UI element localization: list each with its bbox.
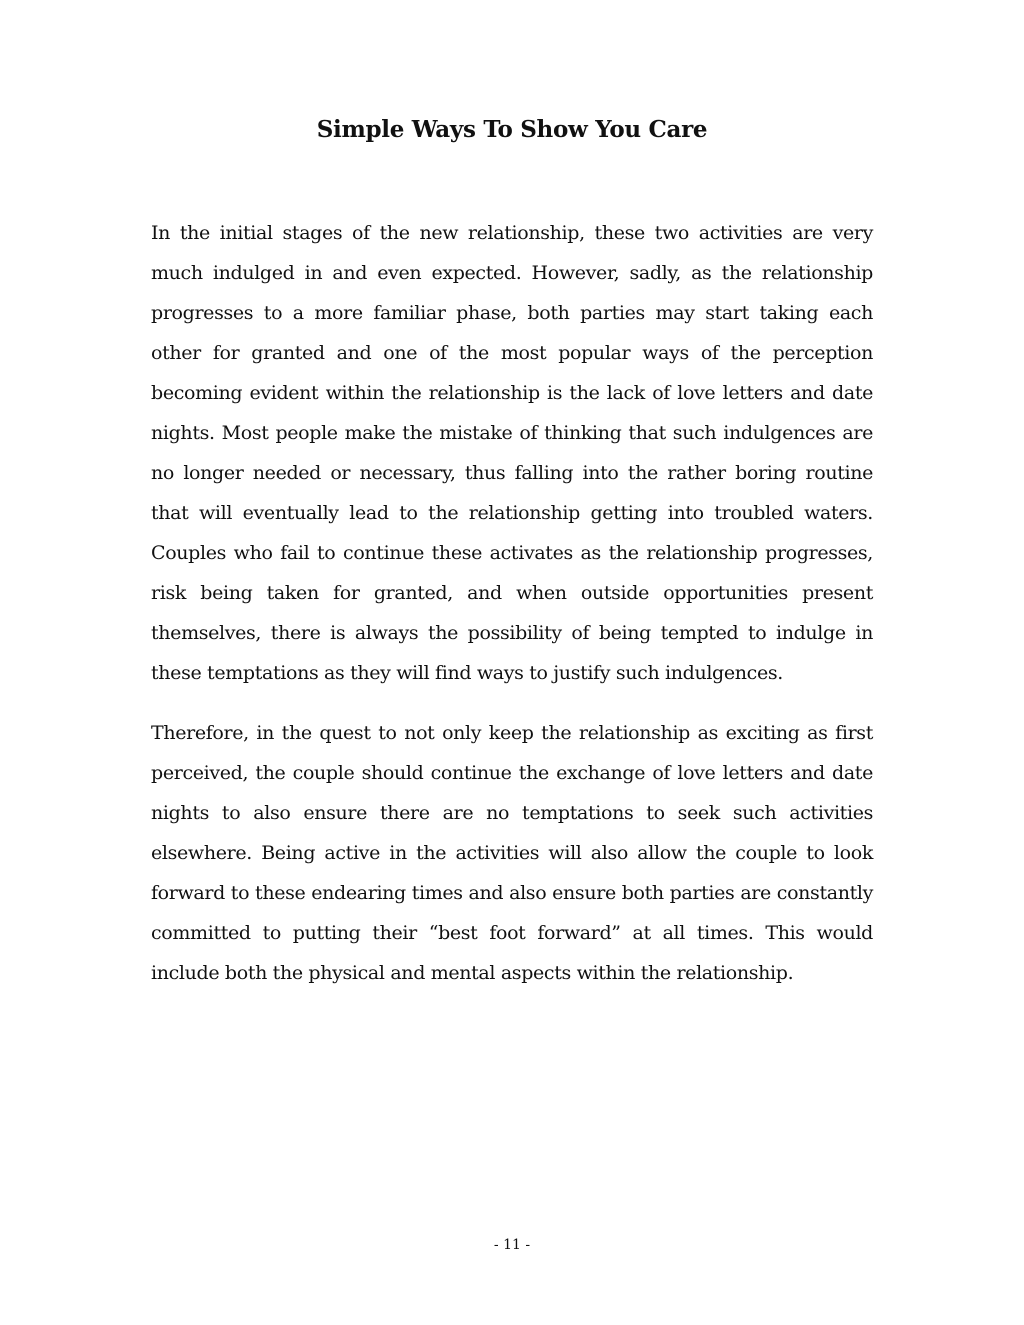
paragraph-1: In the initial stages of the new relationship, these two activities are very much indulged in and even expected. However, sadly, as the relationship progresses to a more familiar phase, both parties may start taking each other for granted and one of the most popular ways of the perception becoming evident within the relationship is the lack of love letters and date nights. Most people make the mistake of thinking that such indulgences are no longer needed or necessary, thus falling into the rather boring routine that will eventually lead to the relationship getting into troubled waters. Couples who fail to continue these activates as the relationship progresses, risk being taken for granted, and when outside opportunities present themselves, there is always the possibility of being tempted to indulge in these temptations as they will find ways to justify such indulgences. [151, 222, 873, 684]
page-number: - 11 - [493, 1237, 531, 1253]
body-text [151, 213, 873, 993]
page-title: Simple Ways To Show You Care [316, 116, 708, 143]
paragraph-2: Therefore, in the quest to not only keep the relationship as exciting as first perceived, the couple should continue the exchange of love letters and date nights to also ensure there are no temptations to seek such activities elsewhere. Being active in the activities will also allow the couple to look forward to these endearing times and also ensure both parties are constantly committed to putting their “best foot forward” at all times. This would include both the physical and mental aspects within the relationship. [151, 722, 873, 984]
